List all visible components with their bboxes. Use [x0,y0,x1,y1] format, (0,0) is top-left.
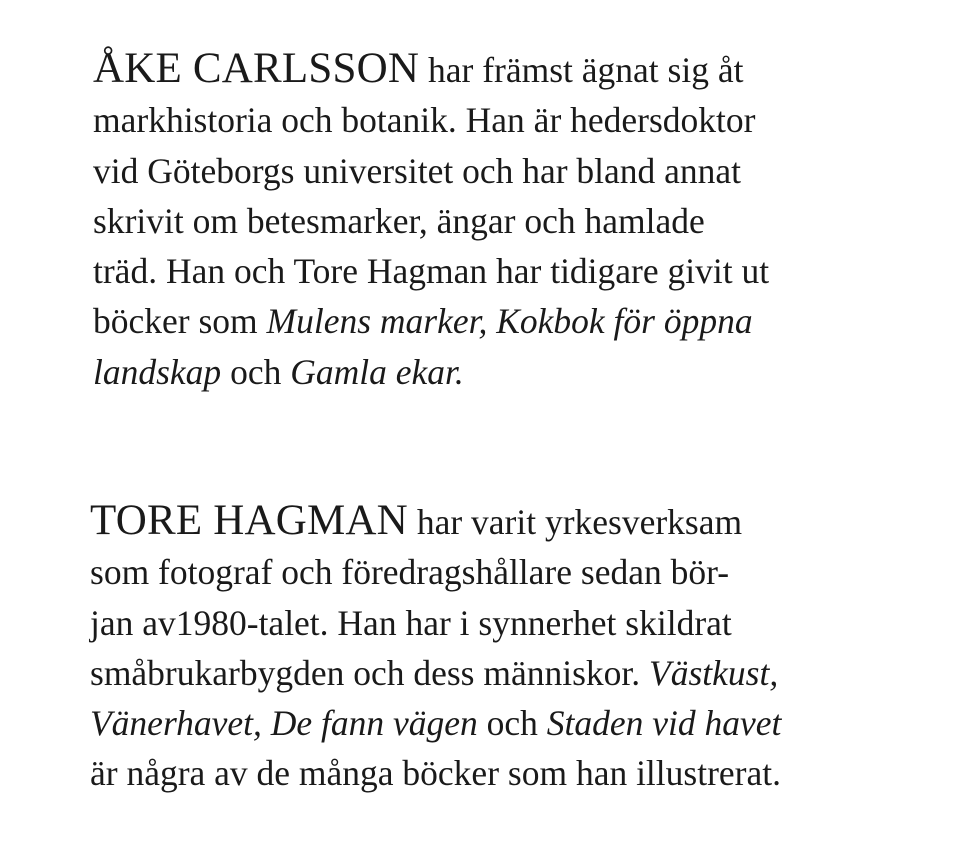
bio-text: har varit yrkesverksam [407,502,743,542]
author-bio-ake-carlsson [93,44,769,397]
author-bio-tore-hagman [90,496,781,799]
bio-text: böcker som [93,301,267,342]
bio-text: och [477,703,547,744]
author-name: TORE HAGMAN [90,497,408,544]
bio-line [90,648,781,698]
bio-line [93,95,769,145]
bio-text: skrivit om betesmarker, ängar och hamlade [93,200,705,241]
bio-line [93,146,769,196]
bio-line [90,496,781,547]
book-title: Gamla ekar. [290,351,464,392]
bio-line [90,547,781,597]
book-title: Mulens marker, Kokbok för öppna [266,301,753,342]
bio-line [90,698,781,748]
bio-line [93,196,769,246]
bio-text: och [221,351,291,392]
bio-text: träd. Han och Tore Hagman har tidigare givit ut [93,251,770,292]
bio-text: markhistoria och botanik. Han är hedersdoktor [93,100,756,141]
bio-line [93,347,769,397]
bio-line [93,296,769,346]
bio-text: småbrukarbygden och dess människor. [90,652,650,693]
bio-line [93,246,769,296]
book-title: Staden vid havet [546,703,782,744]
book-title: Vänerhavet, De fann vägen [90,703,478,744]
book-title: landskap [93,351,222,392]
bio-text: jan av1980-talet. Han har i synnerhet skildrat [90,602,732,643]
bio-text: är några av de många böcker som han illustrerat. [90,753,781,794]
bio-line [90,748,781,798]
bio-text: vid Göteborgs universitet och har bland annat [93,150,742,191]
book-title: Västkust, [649,652,779,693]
bio-line [93,44,769,95]
bio-text: har främst ägnat sig åt [419,50,744,90]
author-name: ÅKE CARLSSON [93,45,420,92]
bio-text: som fotograf och föredragshållare sedan bör- [90,552,730,593]
bio-line [90,598,781,648]
